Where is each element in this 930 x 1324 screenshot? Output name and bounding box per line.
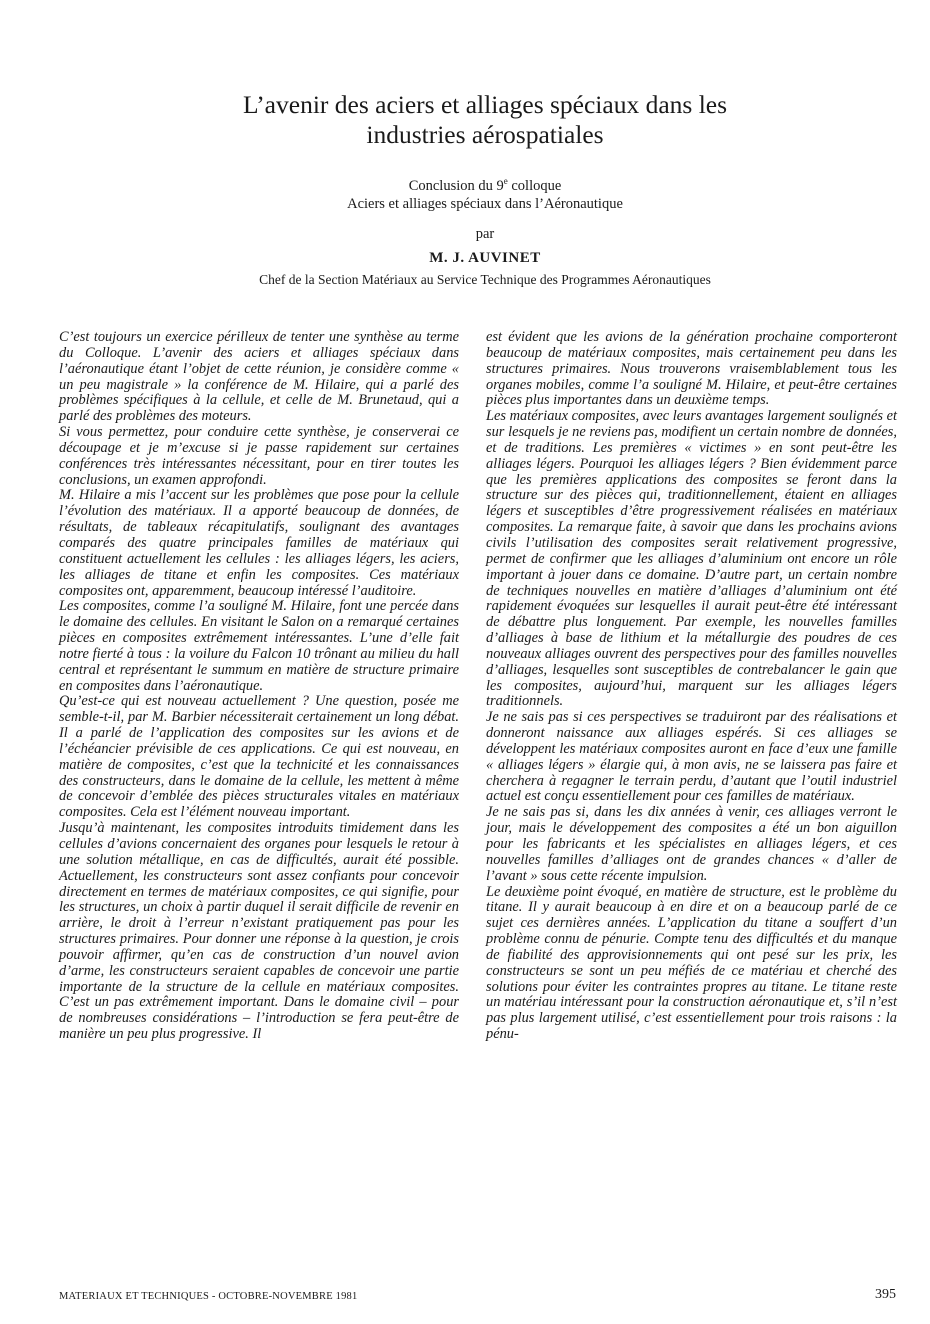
- paragraph: Les matériaux composites, avec leurs avantages largement soulignés et sur lesquels je ne reviens pas, modifient un certain nombre de données, et de traditions. Les premières « victimes » en sont peut-être les alliages légers. Pourquoi les alliages légers ? Bien évidemment parce que les premières applications des composites se feront dans la structure sur des pièces qui, traditionnellement, étaient en alliages légers et susceptibles d’être progressivement réalisées en matériaux composites. La remarque faite, à savoir que dans les prochains avions civils l’utilisation des composites serait relativement progressive, permet de confirmer que les alliages d’aluminium ont encore un rôle important à jouer dans ce domaine. D’autre part, un certain nombre de techniques nouvelles en matière d’alliages d’aluminium ont été rapidement évoquées sur lesquelles il aurait peut-être été intéressant de débattre plus longuement. Par exemple, les nouvelles familles d’alliages à base de lithium et la métallurgie des poudres de ces nouveaux alliages ouvrent des perspectives pour des familles nouvelles d’alliages, lesquelles sont susceptibles de contrebalancer le gain que les composites, aujourd’hui, marquent sur les alliages légers traditionnels.: [486, 408, 897, 710]
- subtitle-line-1: [409, 178, 562, 194]
- footer-journal-title: MATERIAUX ET TECHNIQUES - OCTOBRE-NOVEMBRE 1981: [59, 1291, 358, 1302]
- subtitle-line-2: Aciers et alliages spéciaux dans l’Aéronautique: [347, 195, 623, 212]
- page-number: 395: [875, 1287, 896, 1302]
- title-line-1: L’avenir des aciers et alliages spéciaux dans les: [242, 90, 728, 119]
- subtitle-text: Conclusion du 9: [408, 177, 504, 194]
- subtitle: [140, 172, 830, 213]
- paragraph: Qu’est-ce qui est nouveau actuellement ? Une question, posée me semble-t-il, par M. Barbier nécessiterait certainement un long débat. Il a parlé de l’application des composites sur les avions et de l’échéancier prévisible de ces applications. Ce qui est nouveau, en matière de composites, c’est que la technicité et les connaissances des constructeurs, dans le domaine de la cellule, les mettent à même de concevoir d’emblée des pièces structurales vitales en matériaux composites. Cela est l’élément nouveau important.: [59, 693, 459, 821]
- paragraph: C’est toujours un exercice périlleux de tenter une synthèse au terme du Colloque. L’avenir des aciers et alliages spéciaux dans l’aéronautique étant l’objet de cette réunion, je considère comme « un peu magistrale » la conférence de M. Hilaire, qui a parlé des problèmes spécifiques à la cellule, et celle de M. Brunetaud, qui a parlé des problèmes des moteurs.: [59, 329, 459, 425]
- subtitle-superscript: e: [503, 176, 508, 186]
- paragraph: Je ne sais pas si ces perspectives se traduiront par des réalisations et donneront naissance aux alliages espérés. Si ces alliages se développent les matériaux composites auront en face d’eux une famille « alliages légers » élargie qui, à mon avis, ne se laissera pas faire et cherchera à regagner le terrain perdu, d’autant que l’outil industriel actuel est conçu essentiellement pour ces familles de matériaux.: [486, 709, 897, 805]
- author-affiliation: Chef de la Section Matériaux au Service Technique des Programmes Aéronautiques: [259, 272, 711, 287]
- body-column-left: [59, 330, 459, 1043]
- paragraph: Si vous permettez, pour conduire cette synthèse, je conserverai ce découpage et je m’excuse si je passe rapidement sur certaines conférences très intéressantes nécessitant, pour en tirer toutes les conclusions, un examen approfondi.: [59, 424, 459, 488]
- byline-par: par: [475, 226, 495, 242]
- title-line-2: industries aérospatiales: [366, 120, 604, 149]
- paragraph: Le deuxième point évoqué, en matière de structure, est le problème du titane. Il y aurait beaucoup à en dire et on a beaucoup parlé de ce sujet ces dernières années. L’application du titane a souffert d’un problème connu de pénurie. Compte tenu des difficultés et du manque de fiabilité des approvisionnements qui ont pesé sur les prix, les constructeurs se sont un peu méfiés de ce matériau et cherché des solutions pour éviter les contraintes propres au titane. Le titane reste un matériau intéressant pour la construction aéronautique et, s’il n’est pas plus largement utilisé, c’est essentiellement pour trois raisons : la pénu-: [486, 883, 897, 1043]
- paragraph: Je ne sais pas si, dans les dix années à venir, ces alliages verront le jour, mais le développement des composites a été un bon aiguillon pour les fabricants et les spécialistes en alliages légers, et ces nouvelles familles d’alliages ont de grandes chances « d’aller de l’avant » sous cette récente impulsion.: [486, 804, 897, 884]
- paragraph: M. Hilaire a mis l’accent sur les problèmes que pose pour la cellule l’évolution des matériaux. Il a apporté beaucoup de données, de résultats, de tableaux récapitulatifs, soulignant des avantages comparés des quatre principales familles de matériaux qui constituent actuellement les cellules : les alliages légers, les aciers, les alliages de titane et enfin les composites. Ces matériaux composites ont, apparemment, beaucoup intéressé l’auditoire.: [59, 487, 459, 599]
- paragraph: est évident que les avions de la génération prochaine comporteront beaucoup de matériaux composites, mais certainement peu dans les structures primaires. Nous trouverons vraisemblablement tous les organes mobiles, comme l’a souligné M. Hilaire, et peut-être certaines pièces plus importantes dans un deuxième temps.: [486, 329, 897, 409]
- subtitle-text-end: colloque: [507, 177, 562, 194]
- body-column-right: [486, 330, 897, 1043]
- author-name: M. J. AUVINET: [429, 250, 541, 266]
- article-title: [140, 90, 830, 150]
- paragraph: Les composites, comme l’a souligné M. Hilaire, font une percée dans le domaine des cellules. En visitant le Salon on a remarqué certaines pièces en composites extrêmement intéressantes. L’une d’elle fait notre fierté à tous : la voilure du Falcon 10 trônant au milieu du hall central et représentant le summum en matière de structure primaire en composites dans l’aéronautique.: [59, 598, 459, 694]
- paragraph: Jusqu’à maintenant, les composites introduits timidement dans les cellules d’avions concernaient des organes pour lesquels le retour à une solution métallique, en cas de difficultés, aurait été possible. Actuellement, les constructeurs sont assez confiants pour concevoir directement en termes de matériaux composites, ce qui signifie, pour les structures, un choix à partir duquel il serait difficile de revenir en arrière, le droit à l’erreur n’existant pratiquement pas pour les structures primaires. Pour donner une réponse à la question, je crois pouvoir affirmer, qu’en cas de construction d’un nouvel avion d’arme, les constructeurs seraient capables de concevoir une partie importante de la structure de la cellule en matériaux composites. C’est un pas extrêmement important. Dans le domaine civil – pour de nombreuses considérations – l’introduction se fera peut-être de manière un peu plus progressive. Il: [59, 820, 459, 1043]
